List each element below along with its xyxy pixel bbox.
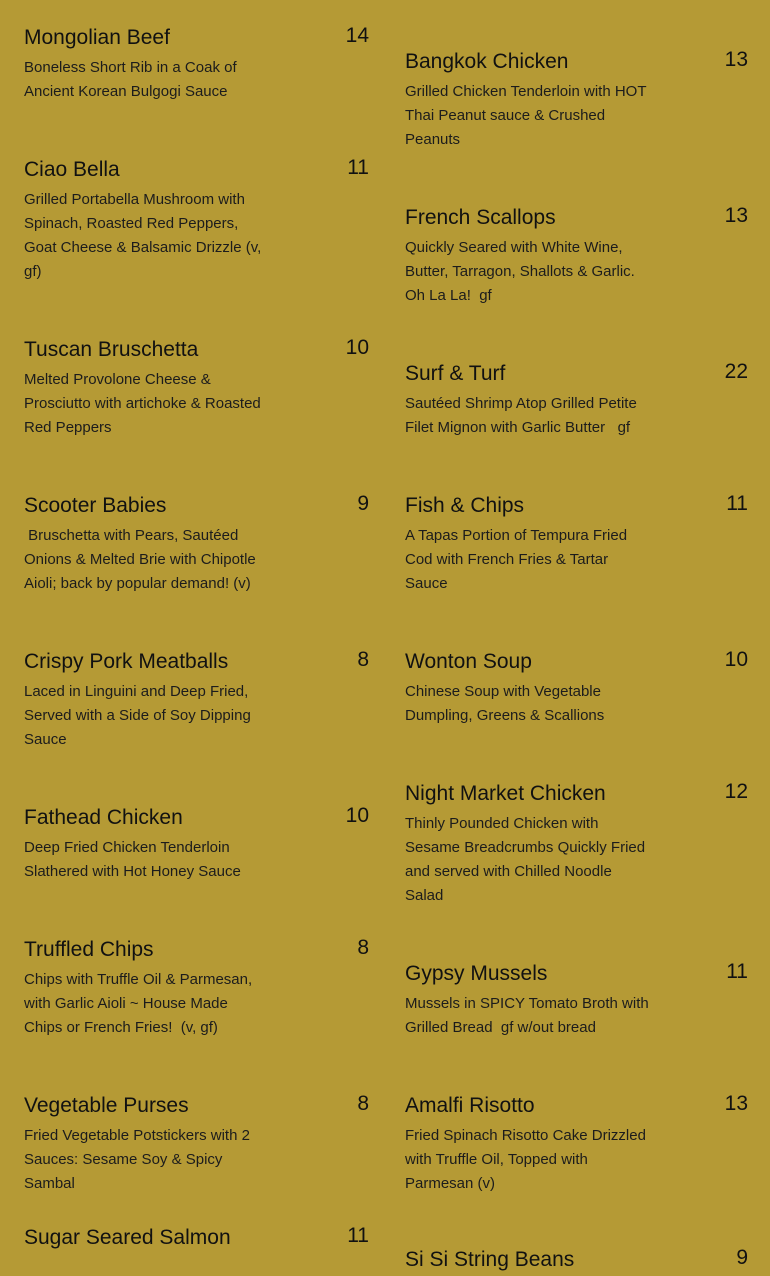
menu-item-wonton-soup bbox=[405, 648, 748, 728]
menu-item-french-scallops bbox=[405, 204, 748, 308]
item-price: 11 bbox=[347, 156, 369, 179]
item-description: Grilled Portabella Mushroom with Spinach, Roasted Red Peppers, Goat Cheese & Balsamic Drizzle (v, gf) bbox=[24, 191, 266, 280]
item-name: Night Market Chicken bbox=[405, 782, 606, 805]
item-price: 10 bbox=[345, 336, 369, 359]
item-description: Thinly Pounded Chicken with Sesame Breadcrumbs Quickly Fried and served with Chilled Noodle Salad bbox=[405, 815, 650, 904]
item-name: Truffled Chips bbox=[24, 938, 154, 961]
menu-item-fathead-chicken bbox=[24, 804, 369, 884]
item-name: Crispy Pork Meatballs bbox=[24, 650, 229, 673]
item-price: 22 bbox=[724, 360, 748, 383]
item-name: Amalfi Risotto bbox=[405, 1094, 535, 1117]
menu-item-vegetable-purses bbox=[24, 1092, 369, 1196]
item-description: Chinese Soup with Vegetable Dumpling, Greens & Scallions bbox=[405, 683, 606, 724]
item-description: Deep Fried Chicken Tenderloin Slathered with Hot Honey Sauce bbox=[24, 839, 241, 880]
menu-item-mongolian-beef bbox=[24, 24, 369, 104]
menu-item-bangkok-chicken bbox=[405, 48, 748, 152]
item-name: Fathead Chicken bbox=[24, 806, 183, 829]
item-name: Wonton Soup bbox=[405, 650, 532, 673]
item-description: Fried Vegetable Potstickers with 2 Sauces: Sesame Soy & Spicy Sambal bbox=[24, 1127, 255, 1192]
item-name: Vegetable Purses bbox=[24, 1094, 189, 1117]
menu-item-ciao-bella bbox=[24, 156, 369, 284]
item-price: 11 bbox=[347, 1224, 369, 1247]
item-description: Chips with Truffle Oil & Parmesan, with Garlic Aioli ~ House Made Chips or French Fries! (v, gf) bbox=[24, 971, 257, 1036]
item-price: 13 bbox=[724, 1092, 748, 1115]
item-price: 13 bbox=[724, 204, 748, 227]
menu-item-gypsy-mussels bbox=[405, 960, 748, 1040]
menu-item-si-si-string-beans bbox=[405, 1246, 748, 1276]
item-description: Laced in Linguini and Deep Fried, Served with a Side of Soy Dipping Sauce bbox=[24, 683, 255, 748]
item-name: Fish & Chips bbox=[405, 494, 525, 517]
item-description: Fried Spinach Risotto Cake Drizzled with Truffle Oil, Topped with Parmesan (v) bbox=[405, 1127, 651, 1192]
menu-item-tuscan-bruschetta bbox=[24, 336, 369, 440]
item-name: Si Si String Beans bbox=[405, 1248, 575, 1271]
item-description: A Tapas Portion of Tempura Fried Cod with French Fries & Tartar Sauce bbox=[405, 527, 632, 592]
item-name: Surf & Turf bbox=[405, 362, 506, 385]
item-description: Grilled Chicken Tenderloin with HOT Thai Peanut sauce & Crushed Peanuts bbox=[405, 83, 651, 148]
item-price: 11 bbox=[726, 960, 748, 983]
item-description: Bruschetta with Pears, Sautéed Onions & Melted Brie with Chipotle Aioli; back by popular demand! (v) bbox=[24, 527, 260, 592]
menu-item-crispy-pork-meatballs bbox=[24, 648, 369, 752]
item-name: Mongolian Beef bbox=[24, 26, 170, 49]
menu-item-sugar-seared-salmon bbox=[24, 1224, 369, 1254]
item-price: 8 bbox=[357, 648, 369, 671]
item-description: Mussels in SPICY Tomato Broth with Grilled Bread gf w/out bread bbox=[405, 995, 653, 1036]
item-description: Melted Provolone Cheese & Prosciutto with artichoke & Roasted Red Peppers bbox=[24, 371, 265, 436]
item-price: 9 bbox=[736, 1246, 748, 1269]
menu-item-amalfi-risotto bbox=[405, 1092, 748, 1196]
item-price: 9 bbox=[357, 492, 369, 515]
item-description: Sautéed Shrimp Atop Grilled Petite Filet Mignon with Garlic Butter gf bbox=[405, 395, 641, 436]
item-name: Bangkok Chicken bbox=[405, 50, 569, 73]
menu-item-night-market-chicken bbox=[405, 780, 748, 908]
menu-item-surf-and-turf bbox=[405, 360, 748, 440]
menu-item-truffled-chips bbox=[24, 936, 369, 1040]
item-description: Boneless Short Rib in a Coak of Ancient Korean Bulgogi Sauce bbox=[24, 59, 240, 100]
item-name: Sugar Seared Salmon bbox=[24, 1226, 231, 1249]
item-price: 8 bbox=[357, 936, 369, 959]
item-price: 8 bbox=[357, 1092, 369, 1115]
item-description: Quickly Seared with White Wine, Butter, Tarragon, Shallots & Garlic. Oh La La! gf bbox=[405, 239, 640, 304]
menu-item-scooter-babies bbox=[24, 492, 369, 596]
item-price: 11 bbox=[726, 492, 748, 515]
item-name: French Scallops bbox=[405, 206, 556, 229]
item-price: 12 bbox=[724, 780, 748, 803]
item-price: 10 bbox=[345, 804, 369, 827]
item-name: Scooter Babies bbox=[24, 494, 167, 517]
item-name: Ciao Bella bbox=[24, 158, 120, 181]
menu-item-fish-and-chips bbox=[405, 492, 748, 596]
item-price: 10 bbox=[724, 648, 748, 671]
item-price: 14 bbox=[345, 24, 369, 47]
item-name: Tuscan Bruschetta bbox=[24, 338, 199, 361]
item-price: 13 bbox=[724, 48, 748, 71]
item-name: Gypsy Mussels bbox=[405, 962, 548, 985]
